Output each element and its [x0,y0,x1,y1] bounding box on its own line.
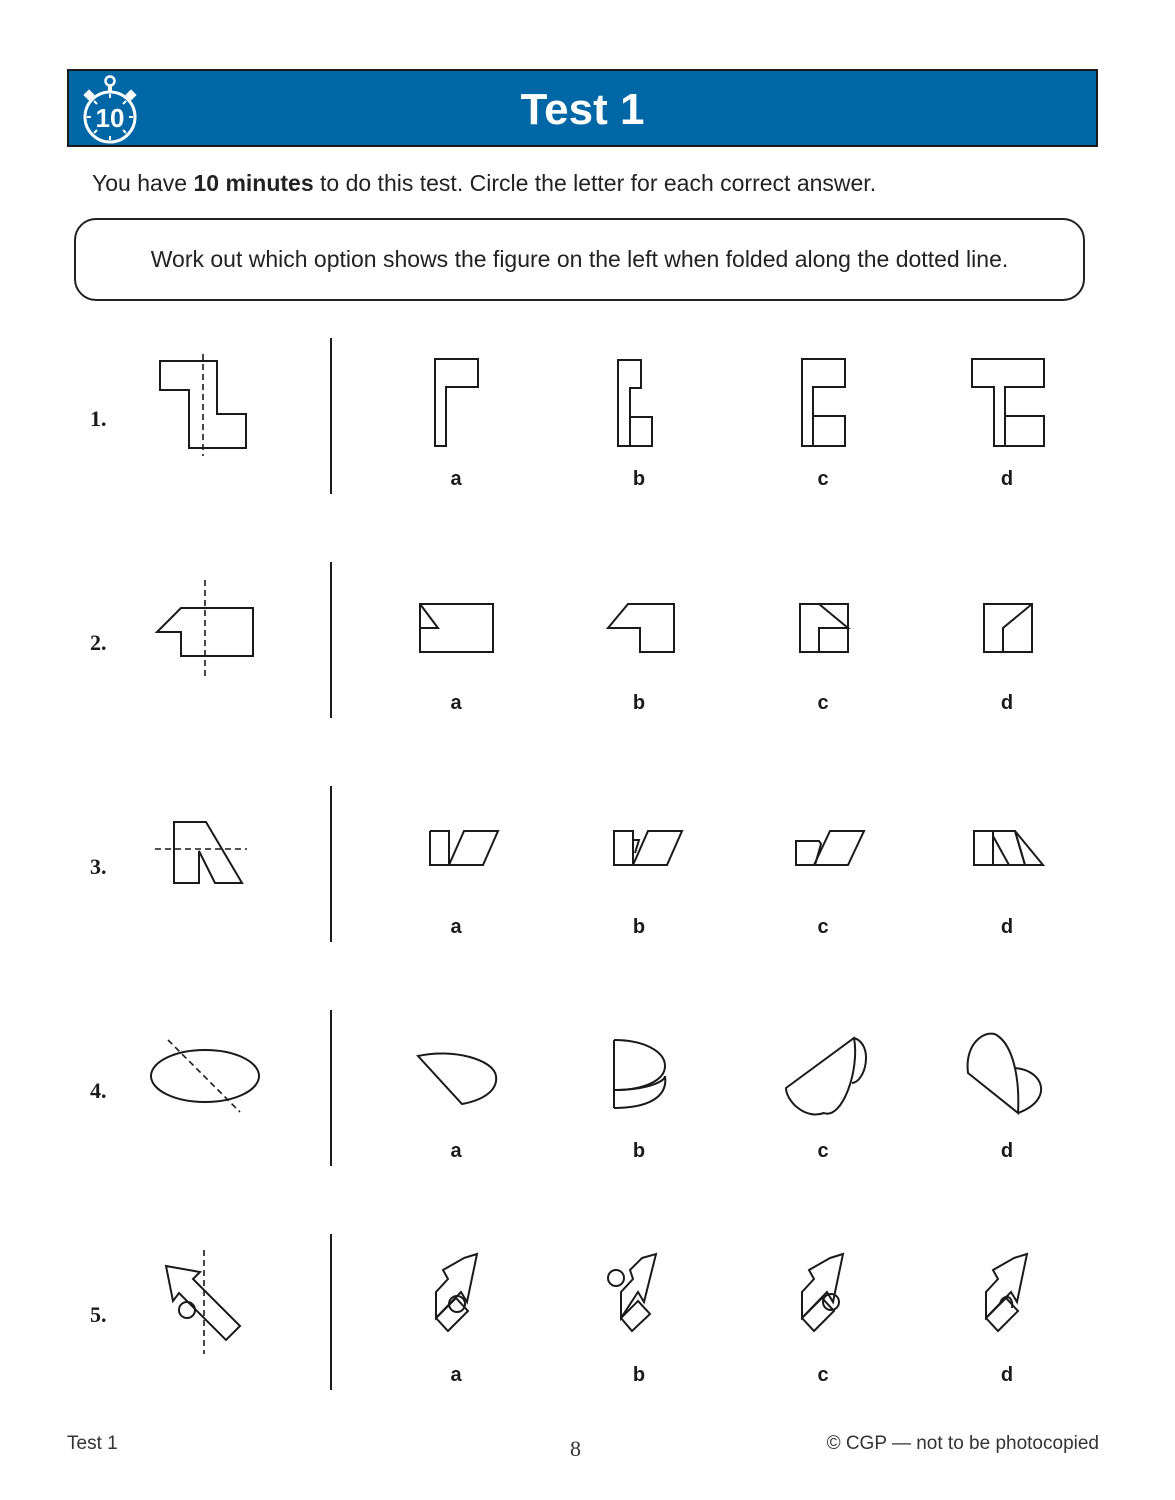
option-b[interactable]: b [632,1364,646,1386]
option-figure-c[interactable] [796,1254,856,1344]
question-1 [0,338,1175,498]
option-figure-d[interactable] [964,1030,1054,1120]
intro-text: You have 10 minutes to do this test. Circle the letter for each correct answer. [92,170,877,196]
option-c[interactable]: c [817,692,829,714]
option-figure-b[interactable] [610,826,686,868]
question-number: 5. [90,1302,107,1327]
option-b[interactable]: b [632,1140,646,1162]
option-figure-a[interactable] [426,826,502,868]
option-b[interactable]: b [632,692,646,714]
option-figure-a[interactable] [418,600,498,656]
question-2 [0,562,1175,722]
option-b[interactable]: b [632,468,646,490]
page-title: Test 1 [520,85,645,134]
instruction-text: Work out which option shows the figure on the left when folded along the dotted line. [150,246,1009,272]
question-number: 4. [90,1078,107,1103]
question-number: 1. [90,406,107,431]
question-figure [148,1036,263,1116]
option-d[interactable]: d [1000,1140,1014,1162]
option-figure-a[interactable] [414,1050,504,1120]
option-c[interactable]: c [817,916,829,938]
option-a[interactable]: a [450,692,462,714]
option-figure-b[interactable] [604,1254,674,1344]
question-3 [0,786,1175,946]
option-d[interactable]: d [1000,468,1014,490]
divider [330,562,332,718]
option-figure-c[interactable] [798,600,852,656]
option-a[interactable]: a [450,1140,462,1162]
question-figure [152,816,252,891]
option-a[interactable]: a [450,1364,462,1386]
option-figure-d[interactable] [980,1254,1040,1344]
copyright-notice: © CGP — not to be photocopied [826,1433,1099,1454]
option-figure-c[interactable] [792,826,868,868]
option-c[interactable]: c [817,1140,829,1162]
question-5 [0,1234,1175,1394]
option-a[interactable]: a [450,468,462,490]
option-figure-d[interactable] [970,826,1050,868]
divider [330,1234,332,1390]
option-figure-a[interactable] [430,354,490,454]
option-d[interactable]: d [1000,692,1014,714]
footer-test-label: Test 1 [67,1433,118,1454]
page-number: 8 [570,1436,581,1461]
divider [330,338,332,494]
option-b[interactable]: b [632,916,646,938]
option-figure-c[interactable] [782,1030,872,1120]
svg-text:10: 10 [95,103,125,133]
question-4 [0,1010,1175,1170]
question-figure [155,578,265,688]
question-figure [155,354,255,474]
question-number: 2. [90,630,107,655]
instruction-box [74,218,1085,301]
option-c[interactable]: c [817,1364,829,1386]
option-figure-b[interactable] [604,600,680,656]
test-header [67,69,1098,147]
option-d[interactable]: d [1000,916,1014,938]
divider [330,1010,332,1166]
option-c[interactable]: c [817,468,829,490]
divider [330,786,332,942]
option-figure-d[interactable] [982,600,1036,656]
question-number: 3. [90,854,107,879]
option-figure-d[interactable] [967,354,1057,454]
question-figure [160,1246,250,1356]
option-figure-c[interactable] [797,354,857,454]
option-a[interactable]: a [450,916,462,938]
option-figure-b[interactable] [610,1036,680,1126]
option-figure-a[interactable] [430,1254,490,1344]
option-figure-b[interactable] [613,354,673,454]
option-d[interactable]: d [1000,1364,1014,1386]
